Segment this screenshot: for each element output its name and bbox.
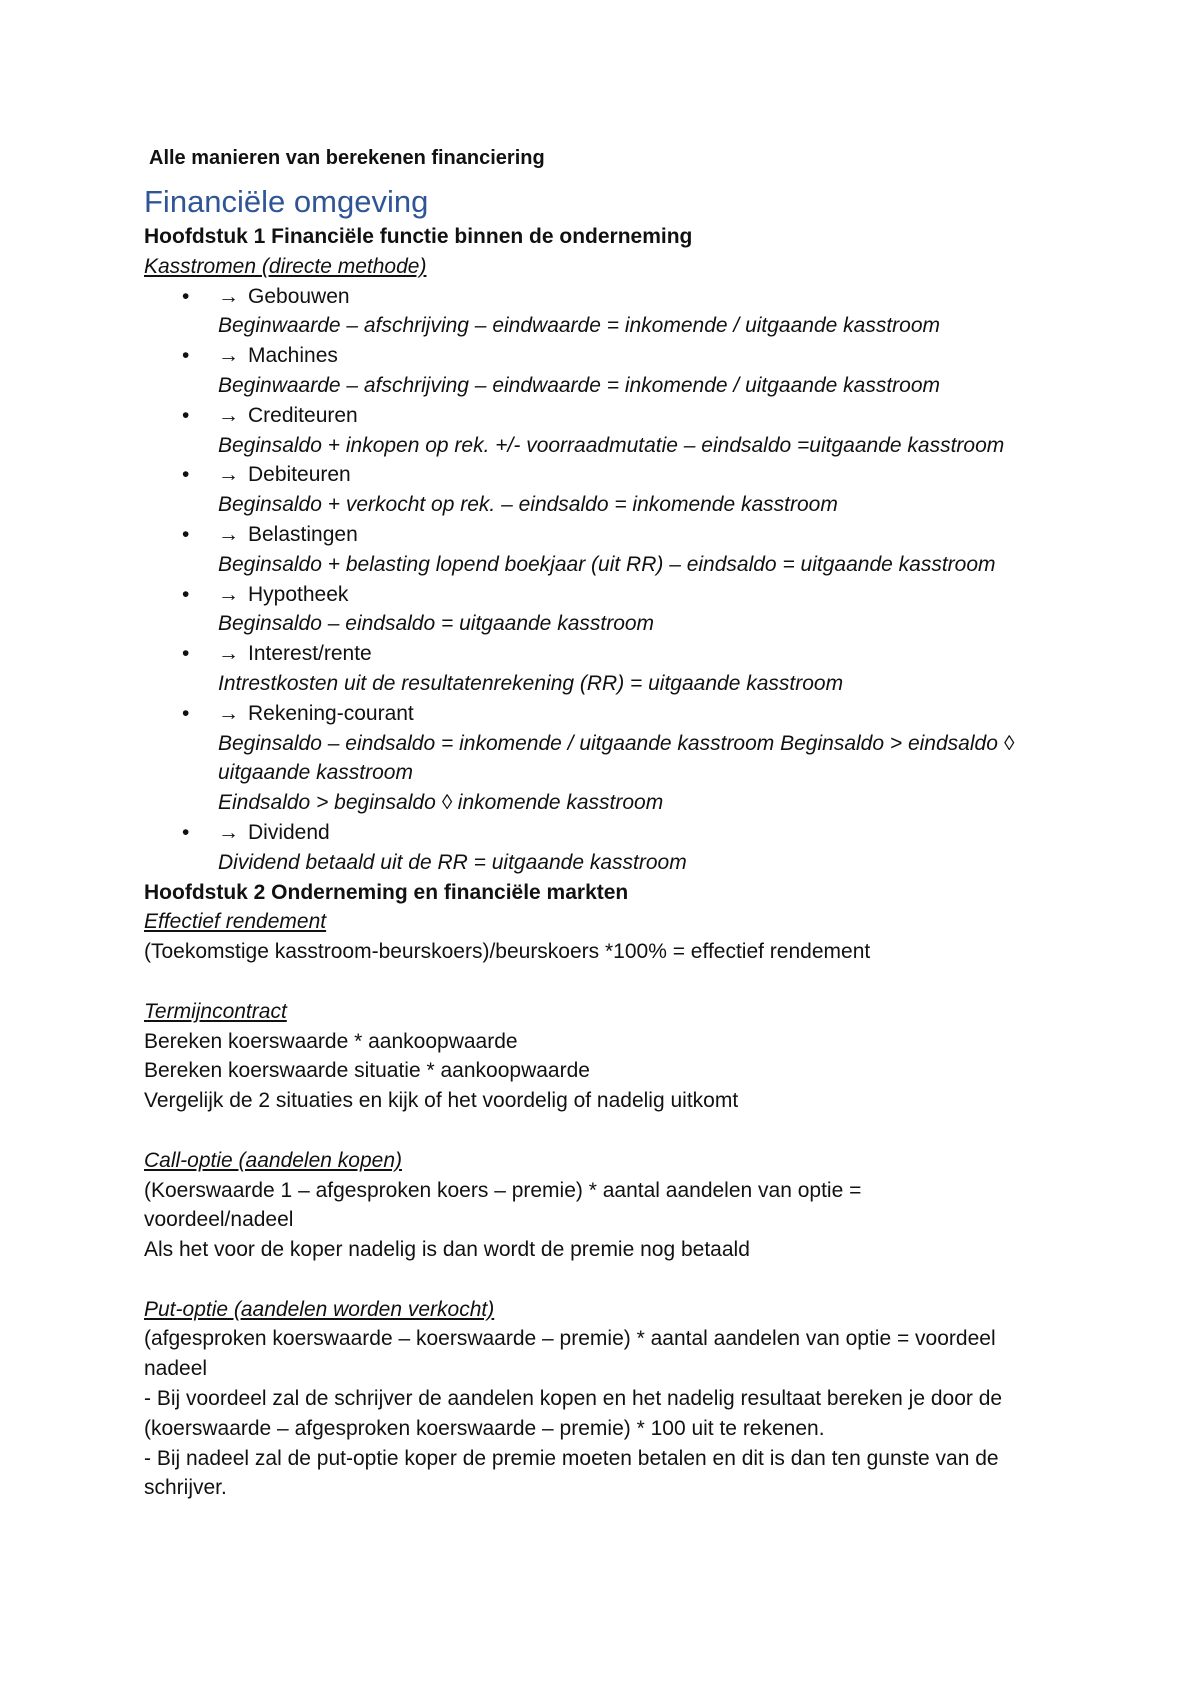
call-optie-line: Als het voor de koper nadelig is dan wordt de premie nog betaald bbox=[144, 1238, 750, 1262]
cashflow-formula: Beginwaarde – afschrijving – eindwaarde = inkomende / uitgaande kasstroom bbox=[218, 314, 941, 338]
spacer bbox=[144, 1116, 1074, 1146]
arrow-right-icon: → bbox=[218, 403, 239, 427]
cashflow-formula: uitgaande kasstroom bbox=[218, 761, 413, 785]
put-optie-line: (koerswaarde – afgesproken koerswaarde – premie) * 100 uit te rekenen. bbox=[144, 1416, 825, 1440]
arrow-right-icon: → bbox=[218, 522, 239, 546]
cashflow-item-heading bbox=[218, 699, 1074, 729]
termijncontract-line: Bereken koerswaarde * aankoopwaarde bbox=[144, 1029, 518, 1053]
call-optie-line: (Koerswaarde 1 – afgesproken koers – premie) * aantal aandelen van optie = bbox=[144, 1178, 862, 1202]
spacer bbox=[144, 967, 1074, 997]
cashflow-item-label: Hypotheek bbox=[248, 582, 349, 606]
cashflow-item-heading bbox=[218, 460, 1074, 490]
cashflow-formula: Intrestkosten uit de resultatenrekening (RR) = uitgaande kasstroom bbox=[218, 671, 844, 695]
bullet-icon: • bbox=[182, 463, 190, 487]
cashflow-formula: Beginsaldo – eindsaldo = uitgaande kasstroom bbox=[218, 612, 655, 636]
arrow-right-icon: → bbox=[218, 820, 239, 844]
put-optie-subtitle: Put-optie (aandelen worden verkocht) bbox=[144, 1297, 495, 1321]
cashflow-item-label: Machines bbox=[248, 344, 338, 368]
termijncontract-line: Bereken koerswaarde situatie * aankoopwaarde bbox=[144, 1059, 590, 1083]
bullet-icon: • bbox=[182, 344, 190, 368]
cashflow-formula: Beginsaldo + belasting lopend boekjaar (uit RR) – eindsaldo = uitgaande kasstroom bbox=[218, 552, 996, 576]
cashflow-item bbox=[144, 460, 1074, 520]
cashflow-item-heading bbox=[218, 401, 1074, 431]
cashflow-formula: Beginwaarde – afschrijving – eindwaarde = inkomende / uitgaande kasstroom bbox=[218, 373, 941, 397]
cashflow-item bbox=[144, 639, 1074, 699]
chapter-2-title: Hoofdstuk 2 Onderneming en financiële markten bbox=[144, 880, 629, 904]
cashflow-item bbox=[144, 520, 1074, 580]
cashflow-item-heading bbox=[218, 282, 1074, 312]
cashflow-formula: Beginsaldo – eindsaldo = inkomende / uitgaande kasstroom Beginsaldo > eindsaldo ◊ bbox=[218, 731, 1015, 755]
chapter-1-title: Hoofdstuk 1 Financiële functie binnen de onderneming bbox=[144, 225, 693, 248]
cashflow-formula: Eindsaldo > beginsaldo ◊ inkomende kasstroom bbox=[218, 791, 664, 815]
cashflow-item-label: Interest/rente bbox=[248, 642, 372, 666]
put-optie-line: - Bij nadeel zal de put-optie koper de premie moeten betalen en dit is dan ten gunste van de bbox=[144, 1446, 999, 1470]
cashflow-formula: Dividend betaald uit de RR = uitgaande kasstroom bbox=[218, 850, 687, 874]
bullet-icon: • bbox=[182, 642, 190, 666]
cashflow-item-heading bbox=[218, 818, 1074, 848]
cashflow-item-label: Dividend bbox=[248, 820, 330, 844]
document-body bbox=[144, 144, 1074, 1503]
arrow-right-icon: → bbox=[218, 463, 239, 487]
cashflow-list bbox=[144, 282, 1074, 878]
cashflow-item bbox=[144, 401, 1074, 461]
arrow-right-icon: → bbox=[218, 642, 239, 666]
cashflow-item-heading bbox=[218, 341, 1074, 371]
bullet-icon: • bbox=[182, 582, 190, 606]
bullet-icon: • bbox=[182, 820, 190, 844]
cashflow-item-label: Debiteuren bbox=[248, 463, 351, 487]
call-optie-line: voordeel/nadeel bbox=[144, 1208, 294, 1232]
arrow-right-icon: → bbox=[218, 582, 239, 606]
cashflow-item-heading bbox=[218, 639, 1074, 669]
call-optie-subtitle: Call-optie (aandelen kopen) bbox=[144, 1148, 402, 1172]
termijncontract-subtitle: Termijncontract bbox=[144, 999, 287, 1023]
termijncontract-line: Vergelijk de 2 situaties en kijk of het voordelig of nadelig uitkomt bbox=[144, 1089, 739, 1113]
put-optie-line: schrijver. bbox=[144, 1476, 227, 1500]
effectief-rendement-line: (Toekomstige kasstroom-beurskoers)/beurskoers *100% = effectief rendement bbox=[144, 940, 871, 964]
document-title: Alle manieren van berekenen financiering bbox=[149, 147, 545, 169]
bullet-icon: • bbox=[182, 701, 190, 725]
cashflow-item bbox=[144, 580, 1074, 640]
cashflow-item-heading bbox=[218, 580, 1074, 610]
cashflow-item bbox=[144, 341, 1074, 401]
cashflow-item-heading bbox=[218, 520, 1074, 550]
cashflow-formula: Beginsaldo + verkocht op rek. – eindsaldo = inkomende kasstroom bbox=[218, 493, 838, 517]
arrow-right-icon: → bbox=[218, 344, 239, 368]
put-optie-line: nadeel bbox=[144, 1357, 208, 1381]
cashflow-item-label: Rekening-courant bbox=[248, 701, 414, 725]
effectief-rendement-subtitle: Effectief rendement bbox=[144, 910, 327, 934]
cashflow-item-label: Crediteuren bbox=[248, 403, 358, 427]
bullet-icon: • bbox=[182, 403, 190, 427]
kasstromen-subtitle: Kasstromen (directe methode) bbox=[144, 254, 427, 278]
arrow-right-icon: → bbox=[218, 701, 239, 725]
put-optie-line: - Bij voordeel zal de schrijver de aandelen kopen en het nadelig resultaat bereken je door de bbox=[144, 1387, 1003, 1411]
cashflow-item-label: Belastingen bbox=[248, 522, 358, 546]
cashflow-item-label: Gebouwen bbox=[248, 284, 350, 308]
cashflow-item bbox=[144, 699, 1074, 818]
bullet-icon: • bbox=[182, 284, 190, 308]
section-heading: Financiële omgeving bbox=[144, 184, 429, 219]
cashflow-item bbox=[144, 282, 1074, 342]
cashflow-item bbox=[144, 818, 1074, 878]
arrow-right-icon: → bbox=[218, 284, 239, 308]
cashflow-formula: Beginsaldo + inkopen op rek. +/- voorraadmutatie – eindsaldo =uitgaande kasstroom bbox=[218, 433, 1005, 457]
bullet-icon: • bbox=[182, 522, 190, 546]
put-optie-line: (afgesproken koerswaarde – koerswaarde – premie) * aantal aandelen van optie = voordeel bbox=[144, 1327, 996, 1351]
spacer bbox=[144, 1265, 1074, 1295]
